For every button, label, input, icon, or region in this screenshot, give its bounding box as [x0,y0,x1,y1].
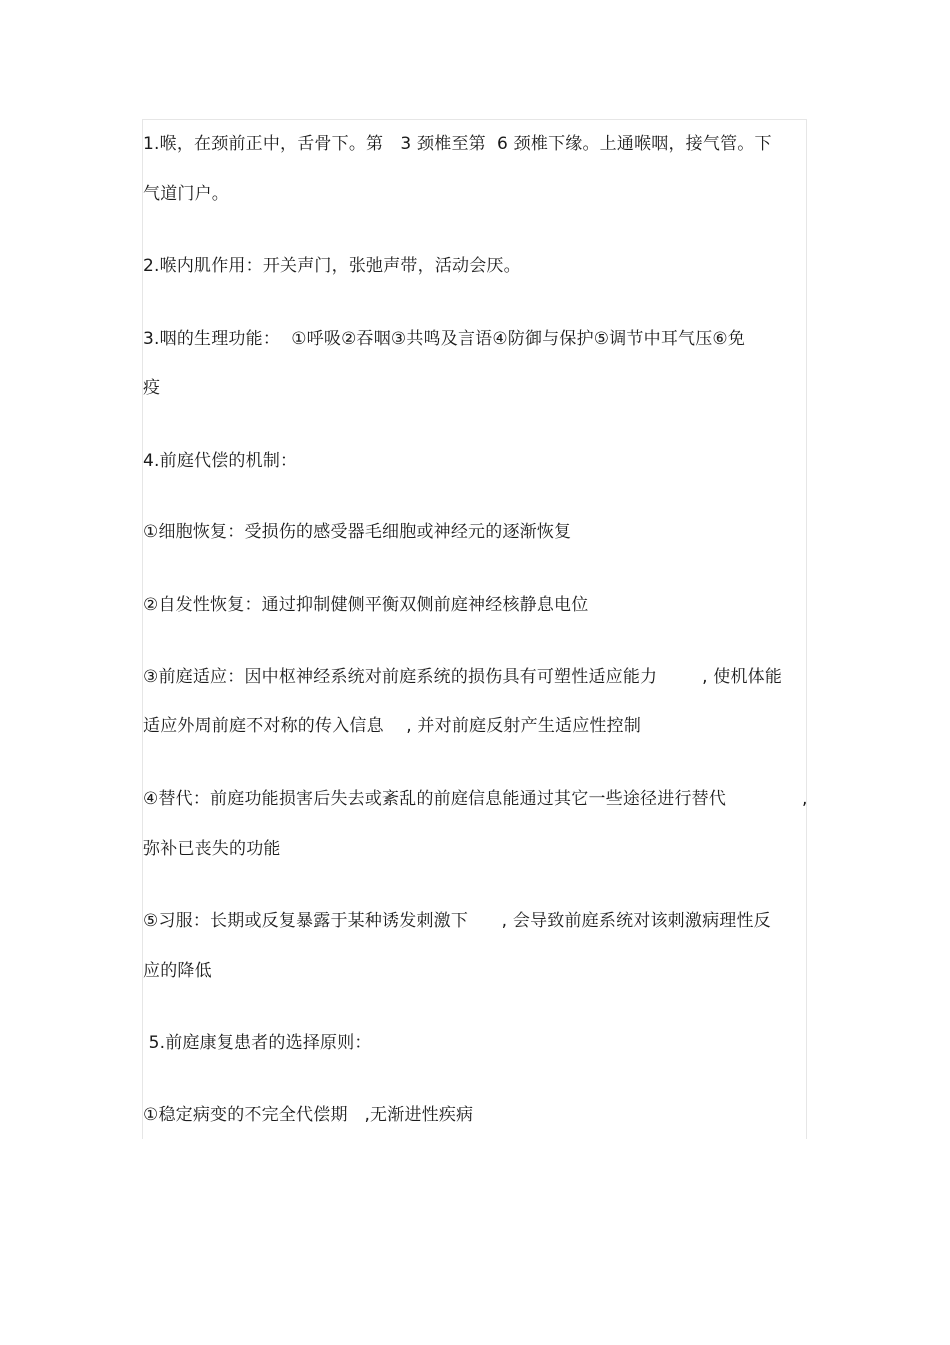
trailing-comma: , [802,789,808,809]
text-line-13: ⑤习服：长期或反复暴露于某种诱发刺激下 , 会导致前庭系统对该刺激病理性反 [143,911,771,931]
text-line-8: ②自发性恢复：通过抑制健侧平衡双侧前庭神经核静息电位 [143,595,589,615]
text-line-15: 5.前庭康复患者的选择原则： [143,1033,372,1053]
text-line-4: 3.咽的生理功能： ①呼吸②吞咽③共鸣及言语④防御与保护⑤调节中耳气压⑥免 [143,329,746,349]
text-line-2: 气道门户。 [143,184,229,204]
text-line-5: 疫 [143,378,161,398]
text-line-3: 2.喉内肌作用：开关声门，张弛声带，活动会厌。 [143,256,521,276]
text-line-12: 弥补已丧失的功能 [143,839,281,859]
text-line-14: 应的降低 [143,961,212,981]
text-line-10: 适应外周前庭不对称的传入信息 , 并对前庭反射产生适应性控制 [143,716,642,736]
text-line-6: 4.前庭代偿的机制： [143,451,298,471]
text-line-7: ①细胞恢复：受损伤的感受器毛细胞或神经元的逐渐恢复 [143,522,572,542]
text-line-9: ③前庭适应：因中枢神经系统对前庭系统的损伤具有可塑性适应能力 , 使机体能 [143,667,783,687]
text-line-1: 1.喉，在颈前正中，舌骨下。第 3 颈椎至第 6 颈椎下缘。上通喉咽，接气管。下 [143,134,772,154]
text-line-11: ④替代：前庭功能损害后失去或紊乱的前庭信息能通过其它一些途径进行替代 [143,789,727,809]
text-line-16: ①稳定病变的不完全代偿期 ,无渐进性疾病 [143,1105,474,1125]
